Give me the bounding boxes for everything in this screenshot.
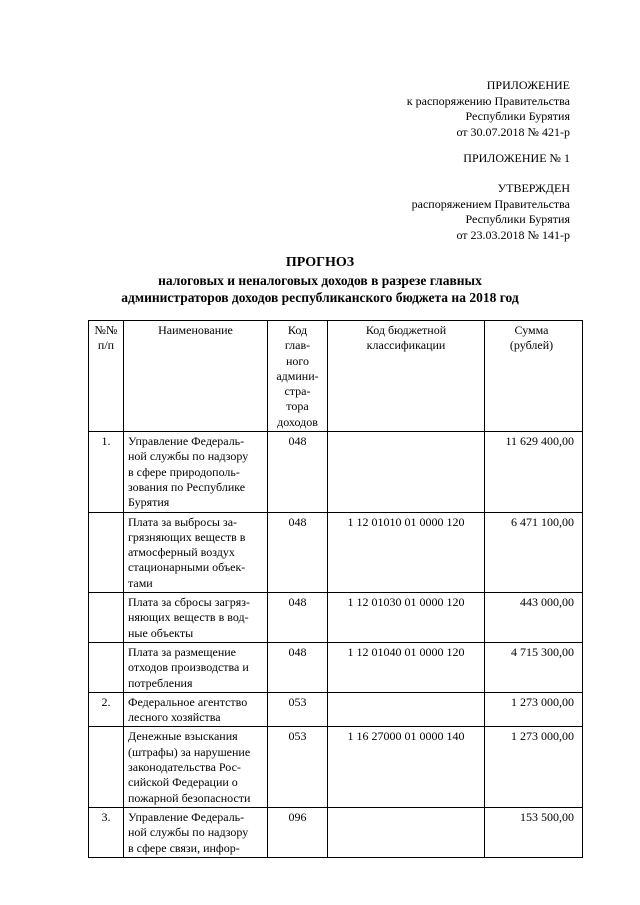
cell-num: 1. (89, 432, 124, 512)
header-code-line: глав- (284, 338, 311, 353)
cell-name-line: потребления (128, 675, 193, 690)
table-row (89, 727, 583, 807)
cell-name (124, 692, 268, 727)
table-header-row (89, 321, 583, 432)
header-code-line: доходов (277, 414, 318, 429)
cell-sum: 1 273 000,00 (485, 727, 583, 807)
cell-kbk (328, 692, 485, 727)
approved-line: Республики Бурятия (465, 212, 570, 227)
cell-name-line: пожарной безопасности (128, 790, 251, 805)
document-subtitle (0, 272, 640, 306)
subtitle-line: администраторов доходов республиканского бюджета на 2018 год (121, 290, 519, 305)
cell-name-line: Управление Федераль- (128, 434, 245, 449)
cell-kbk (328, 432, 485, 512)
cell-name-line: в сфере связи, инфор- (128, 840, 240, 855)
cell-name-line: тами (128, 575, 153, 590)
cell-sum: 1 273 000,00 (485, 692, 583, 727)
cell-name-line: Плата за размещение (128, 644, 237, 659)
cell-name-line: Управление Федераль- (128, 809, 245, 824)
approved-line: УТВЕРЖДЕН (497, 181, 570, 195)
header-code-line: стра- (284, 384, 311, 399)
table-row (89, 642, 583, 692)
cell-name-line: грязняющих веществ в (128, 529, 246, 544)
cell-name (124, 727, 268, 807)
cell-name-line: стационарными объек- (128, 560, 246, 575)
cell-kbk: 1 12 01030 01 0000 120 (328, 593, 485, 643)
cell-name (124, 432, 268, 512)
cell-admin-code: 053 (268, 727, 328, 807)
cell-name (124, 642, 268, 692)
cell-kbk: 1 12 01040 01 0000 120 (328, 642, 485, 692)
cell-sum: 6 471 100,00 (485, 512, 583, 592)
header-code (268, 321, 328, 432)
appendix-number-text: ПРИЛОЖЕНИЕ № 1 (463, 151, 570, 165)
table-row (89, 593, 583, 643)
cell-sum: 4 715 300,00 (485, 642, 583, 692)
cell-name-line: ной службы по надзору (128, 449, 249, 464)
appendix-line: ПРИЛОЖЕНИЕ (486, 78, 570, 92)
cell-name-line: (штрафы) за нарушение (128, 744, 251, 759)
cell-num: 3. (89, 807, 124, 857)
table-row (89, 432, 583, 512)
approved-line: распоряжением Правительства (411, 196, 570, 211)
cell-sum: 153 500,00 (485, 807, 583, 857)
cell-name-line: Денежные взыскания (128, 729, 238, 744)
cell-num: 2. (89, 692, 124, 727)
cell-num (89, 512, 124, 592)
header-sum-line: Сумма (514, 323, 549, 337)
cell-name (124, 593, 268, 643)
cell-name-line: Плата за сбросы загряз- (128, 595, 250, 610)
cell-name-line: лесного хозяйства (128, 710, 221, 725)
cell-admin-code: 053 (268, 692, 328, 727)
table-body (89, 432, 583, 858)
cell-name (124, 807, 268, 857)
cell-kbk: 1 16 27000 01 0000 140 (328, 727, 485, 807)
cell-num (89, 593, 124, 643)
approved-line: от 23.03.2018 № 141-р (456, 227, 570, 242)
cell-admin-code: 048 (268, 642, 328, 692)
cell-name-line: атмосферный воздух (128, 545, 235, 560)
header-sum-line: (рублей) (509, 338, 554, 353)
cell-sum: 11 629 400,00 (485, 432, 583, 512)
header-kbk-line: Код бюджетной (365, 323, 447, 337)
header-num-line: №№ (94, 323, 118, 337)
cell-name-line: законодательства Рос- (128, 760, 241, 775)
header-kbk (328, 321, 485, 432)
cell-num (89, 727, 124, 807)
document-title: ПРОГНОЗ (285, 255, 355, 270)
cell-kbk (328, 807, 485, 857)
forecast-table (88, 320, 583, 858)
header-code-line: админи- (276, 368, 319, 383)
cell-num (89, 642, 124, 692)
appendix-line: к распоряжению Правительства (406, 93, 570, 108)
cell-sum: 443 000,00 (485, 593, 583, 643)
cell-kbk: 1 12 01010 01 0000 120 (328, 512, 485, 592)
cell-name-line: няющих веществ в вод- (128, 610, 249, 625)
cell-name-line: Плата за выбросы за- (128, 514, 238, 529)
table-row (89, 512, 583, 592)
cell-name-line: ные объекты (128, 625, 194, 640)
header-code-line: ного (285, 353, 310, 368)
cell-name-line: зования по Республике (128, 479, 246, 494)
header-code-line: Код (287, 323, 308, 337)
cell-name-line: в сфере природополь- (128, 464, 240, 479)
appendix-number (463, 151, 570, 167)
header-sum (485, 321, 583, 432)
table-row (89, 807, 583, 857)
header-code-line: тора (286, 399, 309, 414)
cell-admin-code: 048 (268, 593, 328, 643)
header-name: Наименование (124, 321, 268, 432)
cell-name (124, 512, 268, 592)
table-row (89, 692, 583, 727)
header-num (89, 321, 124, 432)
appendix-header (407, 78, 570, 140)
cell-admin-code: 096 (268, 807, 328, 857)
cell-name-line: отходов производства и (128, 660, 249, 675)
appendix-line: Республики Бурятия (465, 109, 570, 124)
cell-name-line: Бурятия (128, 495, 170, 510)
appendix-line: от 30.07.2018 № 421-р (456, 124, 570, 139)
cell-admin-code: 048 (268, 512, 328, 592)
header-num-line: п/п (97, 338, 115, 353)
subtitle-line: налоговых и неналоговых доходов в разрезе главных (158, 273, 482, 288)
cell-name-line: Федеральное агентство (128, 694, 248, 709)
cell-name-line: ной службы по надзору (128, 825, 249, 840)
header-kbk-line: классификации (366, 338, 446, 353)
cell-name-line: сийской Федерации о (128, 775, 238, 790)
approved-header (412, 181, 570, 243)
cell-admin-code: 048 (268, 432, 328, 512)
